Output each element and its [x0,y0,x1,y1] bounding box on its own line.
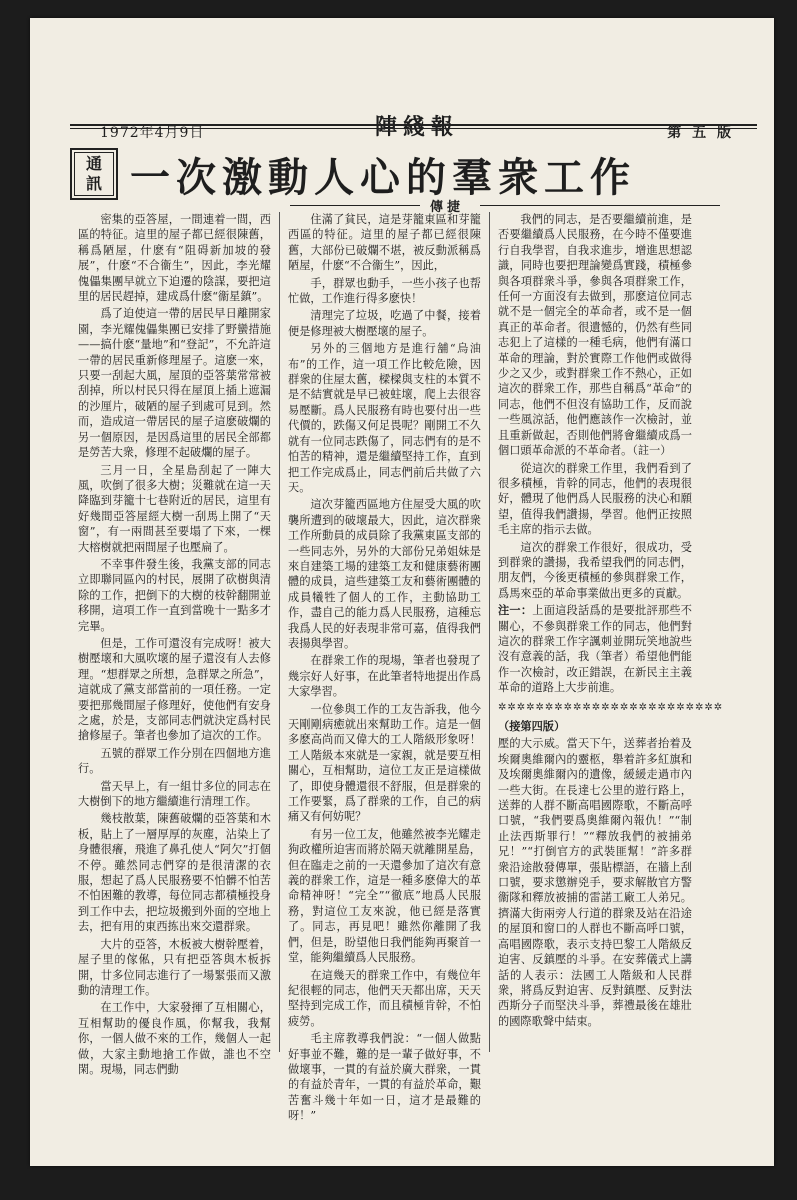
paragraph: 幾枝散葉，陳舊破爛的亞答葉和木板，貼上了一層厚厚的灰塵，沾染上了身體很癢，飛進了鼻孔使人“阿欠”打個不停。雖然同志們穿的是很清潔的衣服，想起了爲人民服務要不怕髒不怕苦不怕困難的教導，每位同志都積極投身到工作中去，把垃圾搬到外面的空地上去，把有用的東西拣出來交還群衆。 [78,812,271,934]
footnote-label: 注一： [498,603,533,618]
paragraph: 五號的群眾工作分別在四個地方進行。 [78,746,271,776]
paragraph: 當天早上，有一組廿多位的同志在大樹倒下的地方繼續進行清理工作。 [78,779,271,809]
continued-label: （接第四版） [498,719,566,733]
section-badge [70,148,118,200]
paragraph: 一位參與工作的工友告訴我，他今天剛剛病癒就出來幫助工作。這是一個多麽高尚而又偉大的工人階級形象呀！工人階級本來就是一家親，就是要互相關心，互相幫助，這位工友正是這樣做了，即使身體還很不舒服，但是群衆的工作要緊，爲了群衆的工作，自己的病痛又有何妨呢？ [288,702,481,824]
author-rule-left [290,205,420,206]
masthead-rule-thin [70,128,757,129]
section-divider: ✲✲✲✲✲✲✲✲✲✲✲✲✲✲✲✲✲✲✲✲✲✲✲✲ [498,701,724,713]
paragraph: 這次芽籠西區地方住屋受大風的吹襲所遭到的破壞最大，因此，這次群衆工作所動員的成員除了我黨東區支部的一些同志外，另外的大部份兄弟姐妹是來自建築工場的建築工友和健康藝術團體的成員，這些建築工友和藝術團體的成員犧牲了個人的工作，主動協助工作，盡自己的能力爲人民服務，這種忘我爲人民的好表現非常可嘉，值得我們表揚與學習。 [288,498,481,650]
paragraph: 另外的三個地方是進行舖“烏油布”的工作，這一項工作比較危險，因群衆的住屋太舊，樑樑與支柱的本質不是不結實就是早已被蛀壞，爬上去很容易壓斷。爲人民服務有時也要付出一些代價的，跌傷又何足畏呢？剛開工不久就有一位同志跌傷了，同志們有的是不怕苦的精神，還是繼續堅持工作，直到把工作完成爲止，同志們前后共做了六天。 [288,342,481,494]
author-rule-right [480,205,720,206]
paragraph: 不幸事件發生後，我黨支部的同志立即聯同區內的村民，展開了砍樹與清除的工作，把倒下的大樹的枝幹翻開並移開，這項工作一直到當晚十一點多才完畢。 [78,557,271,633]
article-title: 一次激動人心的羣衆工作 [130,154,636,201]
column-2 [280,212,490,1123]
continued-text: 壓的大示威。當天下午，送葬者抬着及埃爾奧維爾內的靈柩，舉着許多紅旗和及埃爾奧維爾內的遺像，緩緩走過市內一些大街。在長達七公里的遊行路上，送葬的人群不斷高唱國際歌，不斷高呼口號，“我們要爲奧維爾內報仇！”“制止法西斯罪行！”“釋放我們的被捕弟兄！”“打倒官方的武裝匪幫！”許多群衆沿途散發傳單，張貼標語，在牆上刮口號，要求懲辦兇手，要求解散官方警衞隊和釋放被捕的雷諾工廠工人弟兄。擠滿大街兩旁人行道的群衆及站在沿途的屋頂和窗口的人群也不斷高呼口號，高唱國際歌，表示支持巴黎工人階級反迫害、反鎮壓的斗爭。在安葬儀式上講話的人表示：法國工人階級和人民群衆，將爲反對迫害、反對鎮壓、反對法西斯分子而堅決斗爭，葬禮最後在雄壯的國際歌聲中結束。 [498,737,692,1028]
footnote [498,603,692,695]
paper-name: 陣綫報 [374,114,459,140]
article-body [70,212,750,1123]
paragraph: 但是，工作可還沒有完成呀！被大樹壓壞和大風吹壞的屋子還沒有人去修理。“想群眾之所想，急群眾之所急”，這就成了黨支部當前的一項任務。一定要把那幾間屋子修理好，使他們有安身之處，於是，支部同志們就決定爲村民搶修屋子。筆者也參加了這次的工作。 [78,636,271,743]
paragraph: 密集的亞答屋，一間連着一間，西區的特征。這里的屋子都已經很陳舊，稱爲陋屋，什麽有“阻碍新加坡的發展”，什麽“不合衞生”，因此，李光耀傀儡集團早就立下迫遷的陰謀，要把這里的居民趕掉，建成爲什麽“衞星鎮”。 [78,213,271,304]
edition-number: 第 五 版 [667,125,734,141]
paragraph: 大片的亞答，木板被大樹幹壓着，屋子里的傢俬，只有把亞答與木板拆開，廿多位同志進行了一場緊張而又激動的清理工作。 [78,937,271,997]
column-3 [490,212,724,1052]
column-1 [70,212,280,1076]
paragraph: 從這次的群衆工作里，我們看到了很多積極，肯幹的同志，他們的表現很好，體現了他們爲人民服務的決心和願望，值得我們讚揚，學習。他們正按照毛主席的指示去做。 [498,461,692,537]
issue-date: 1972年4月9日 [100,125,205,141]
badge-char-bottom: 訊 [85,174,102,193]
article-author: 傳捷 [430,200,465,215]
footnote-text: 上面這段話爲的是要批評那些不關心，不參與群衆工作的同志，他們對這次的群衆工作字諷刺並開玩笑地說些沒有意義的話，我（筆者）希望他們能作一次檢討，改正錯誤，在新民主主義革命的道路上大步前進。 [498,604,692,695]
paragraph: 住滿了貧民，這是芽籠東區和芽籠西區的特征。這里的屋子都已經很陳舊，大部份已破爛不堪，被反動派稱爲陋屋，什麽“不合衞生”，因此， [288,213,481,273]
paragraph: 在這幾天的群衆工作中，有幾位年紀很輕的同志，他們天天都出席，天天堅持到完成工作，而且積極肯幹，不怕疲勞。 [288,968,481,1028]
paragraph: 我們的同志，是否要繼續前進，是否要繼續爲人民服務，在今時不僅要進行自我學習，自我求進步，增進思想認識，同時也要把理論變爲實踐，積極參與各項群衆斗爭，參與各項群衆工作，任何一方面沒有去做到，那麽這位同志就不是一個完全的革命者，或不是一個真正的革命者。很遺憾的，仍然有些同志犯上了這樣的一種毛病，他們有滿口革命的理論，對於實際工作他們或做得少之又少，或對群衆工作不熱心，正如這次的群衆工作，那些自稱爲“革命”的同志，他們不但沒有協助工作，反而說一些風涼話，他們應該作一次檢討，並且重新做起，否則他們將會繼續成爲一個口頭革命派的不革命者。（註一） [498,213,692,458]
paragraph: 清理完了垃圾，吃過了中餐，接着便是修理被大樹壓壞的屋子。 [288,309,481,338]
paragraph: 三月一日，全星島刮起了一陣大風，吹倒了很多大樹；災難就在這一天降臨到芽籠十七巷附近的居民，這里有好幾間亞答屋經大樹一刮馬上開了“天窗”，有一兩間甚至要塌了下來，一棵大榕樹就把兩間屋子也壓扁了。 [78,463,271,554]
paragraph: 這次的群衆工作很好，很成功，受到群衆的讚揚，我希望我們的同志們，朋友們，今後更積極的參與群衆工作，爲馬來亞的革命事業做出更多的貢獻。 [498,540,692,600]
paragraph: 爲了迫使這一帶的居民早日離開家園，李光耀傀儡集團已安排了野蠻措施——搞什麽“量地”和“登記”，不允許這一帶的居民重新修理屋子。這麽一來，只要一刮起大風，屋頂的亞答葉常常被刮掉，所以村民只得在屋頂上插上遮漏的沙厘片，破陋的屋子到處可見到。然而，造成這一帶居民的屋子這麽破爛的另一個原因，是因爲這里的居民全部都是勞苦大衆，修理不起破爛的屋子。 [78,307,271,460]
paragraph: 手，群眾也動手，一些小孩子也帮忙做，工作進行得多麽快！ [288,276,481,306]
masthead-rule [70,124,757,126]
paragraph: 有另一位工友，他雖然被李光耀走狗政權所迫害而將於隔天就離開星島，但在臨走之前的一天還參加了這次有意義的群衆工作，這是一種多麽偉大的革命精神呀！“完全”“徹底”地爲人民服務，對這位工友來說，他已經是落實了。同志，再見吧！雖然你離開了我們，但是，盼望他日我們能夠再聚首一堂，能夠繼續爲人民服務。 [288,827,481,965]
paragraph: 在群衆工作的現場，筆者也發現了幾宗好人好事，在此筆者特地提出作爲大家學習。 [288,654,481,699]
paragraph: 毛主席教導我們說：“一個人做點好事並不難，難的是一輩子做好事，不做壞事，一貫的有益於廣大群衆，一貫的有益於青年，一貫的有益於革命，艱苦奮斗幾十年如一日，這才是最難的呀！” [288,1032,481,1123]
badge-char-top: 通 [85,154,102,173]
paragraph: 在工作中，大家發揮了互相關心，互相幫助的優良作風，你幫我，我幫你，一個人做不來的工作，幾個人一起做，大家主動地搶工作做，誰也不空閑。現場，同志們動 [78,1001,271,1076]
